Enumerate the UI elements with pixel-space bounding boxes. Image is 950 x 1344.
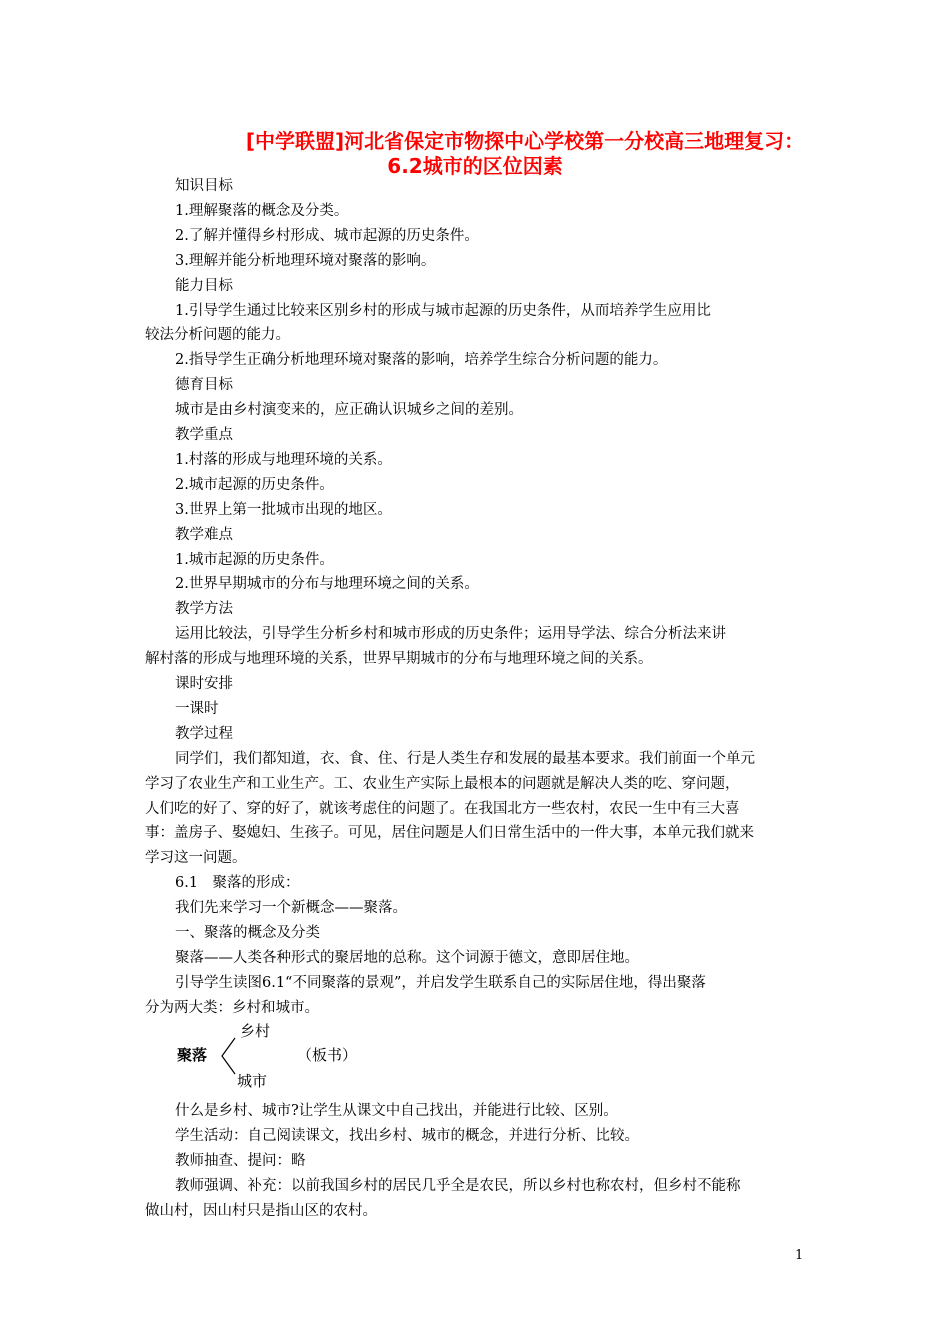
text-line: 3.世界上第一批城市出现的地区。 [175,501,392,518]
text-line: 德育目标 [175,377,233,394]
text-line: 教学方法 [175,601,233,618]
text-line: 课时安排 [175,676,233,692]
document-title-line-1: [中学联盟]河北省保定市物探中心学校第一分校高三地理复习： [245,129,805,153]
text-line: 引导学生读图6.1“不同聚落的景观”，并启发学生联系自己的实际居住地，得出聚落 [175,974,706,991]
text-line: 同学们，我们都知道，衣、食、住、行是人类生存和发展的最基本要求。我们前面一个单元 [175,750,755,767]
text-line: 城市是由乡村演变来的，应正确认识城乡之间的差别。 [175,402,523,419]
text-line: 学习这一问题。 [145,850,247,867]
text-line: 学生活动：自己阅读课文，找出乡村、城市的概念，并进行分析、比较。 [175,1127,639,1144]
text-line: 什么是乡村、城市?让学生从课文中自己找出，并能进行比较、区别。 [175,1103,618,1119]
text-line: 1.引导学生通过比较来区别乡村的形成与城市起源的历史条件，从而培养学生应用比 [175,302,711,319]
text-line: 知识目标 [175,178,233,194]
diagram-upper-label: 乡村 [240,1022,271,1040]
diagram-note-label: （板书） [297,1046,358,1064]
text-line: 一、聚落的概念及分类 [175,925,320,941]
page-number: 1 [795,1248,804,1263]
diagram-root-label: 聚落 [177,1046,208,1064]
document-title-line-2: 6.2城市的区位因素 [387,154,563,178]
text-line: 学习了农业生产和工业生产。工、农业生产实际上最根本的问题就是解决人类的吃、穿问题， [145,775,740,792]
text-line: 聚落——人类各种形式的聚居地的总称。这个词源于德文，意即居住地。 [175,949,639,966]
text-line: 解村落的形成与地理环境的关系，世界早期城市的分布与地理环境之间的关系。 [145,651,653,668]
text-line: 能力目标 [175,277,233,294]
settlement-diagram [175,1014,395,1094]
text-line: 较法分析问题的能力。 [145,327,290,344]
text-line: 教学过程 [175,725,233,742]
text-line: 一课时 [175,700,219,717]
text-line: 3.理解并能分析地理环境对聚落的影响。 [175,252,436,269]
diagram-lower-label: 城市 [237,1072,268,1090]
text-line: 分为两大类：乡村和城市。 [145,999,319,1016]
text-line: 2.世界早期城市的分布与地理环境之间的关系。 [175,576,479,593]
text-line: 2.城市起源的历史条件。 [175,476,334,493]
text-line: 6.1 聚落的形成： [175,875,300,892]
diagram-bracket [219,1036,239,1076]
text-line: 人们吃的好了、穿的好了，就该考虑住的问题了。在我国北方一些农村，农民一生中有三大喜 [145,800,740,817]
text-line: 1.城市起源的历史条件。 [175,551,334,568]
text-line: 2.了解并懂得乡村形成、城市起源的历史条件。 [175,227,479,244]
text-line: 教师强调、补充：以前我国乡村的居民几乎全是农民，所以乡村也称农村，但乡村不能称 [175,1177,741,1194]
text-line: 教学重点 [175,427,233,443]
text-line: 1.村落的形成与地理环境的关系。 [175,451,392,468]
text-line: 事：盖房子、娶媳妇、生孩子。可见，居住问题是人们日常生活中的一件大事，本单元我们就来 [145,825,754,842]
text-line: 1.理解聚落的概念及分类。 [175,202,349,219]
text-line: 教师抽查、提问：略 [175,1152,306,1169]
text-line: 教学难点 [175,526,233,543]
text-line: 2.指导学生正确分析地理环境对聚落的影响，培养学生综合分析问题的能力。 [175,352,668,369]
text-line: 运用比较法，引导学生分析乡村和城市形成的历史条件；运用导学法、综合分析法来讲 [175,626,726,643]
text-line: 我们先来学习一个新概念——聚落。 [175,900,407,917]
text-line: 做山村，因山村只是指山区的农村。 [145,1202,377,1219]
